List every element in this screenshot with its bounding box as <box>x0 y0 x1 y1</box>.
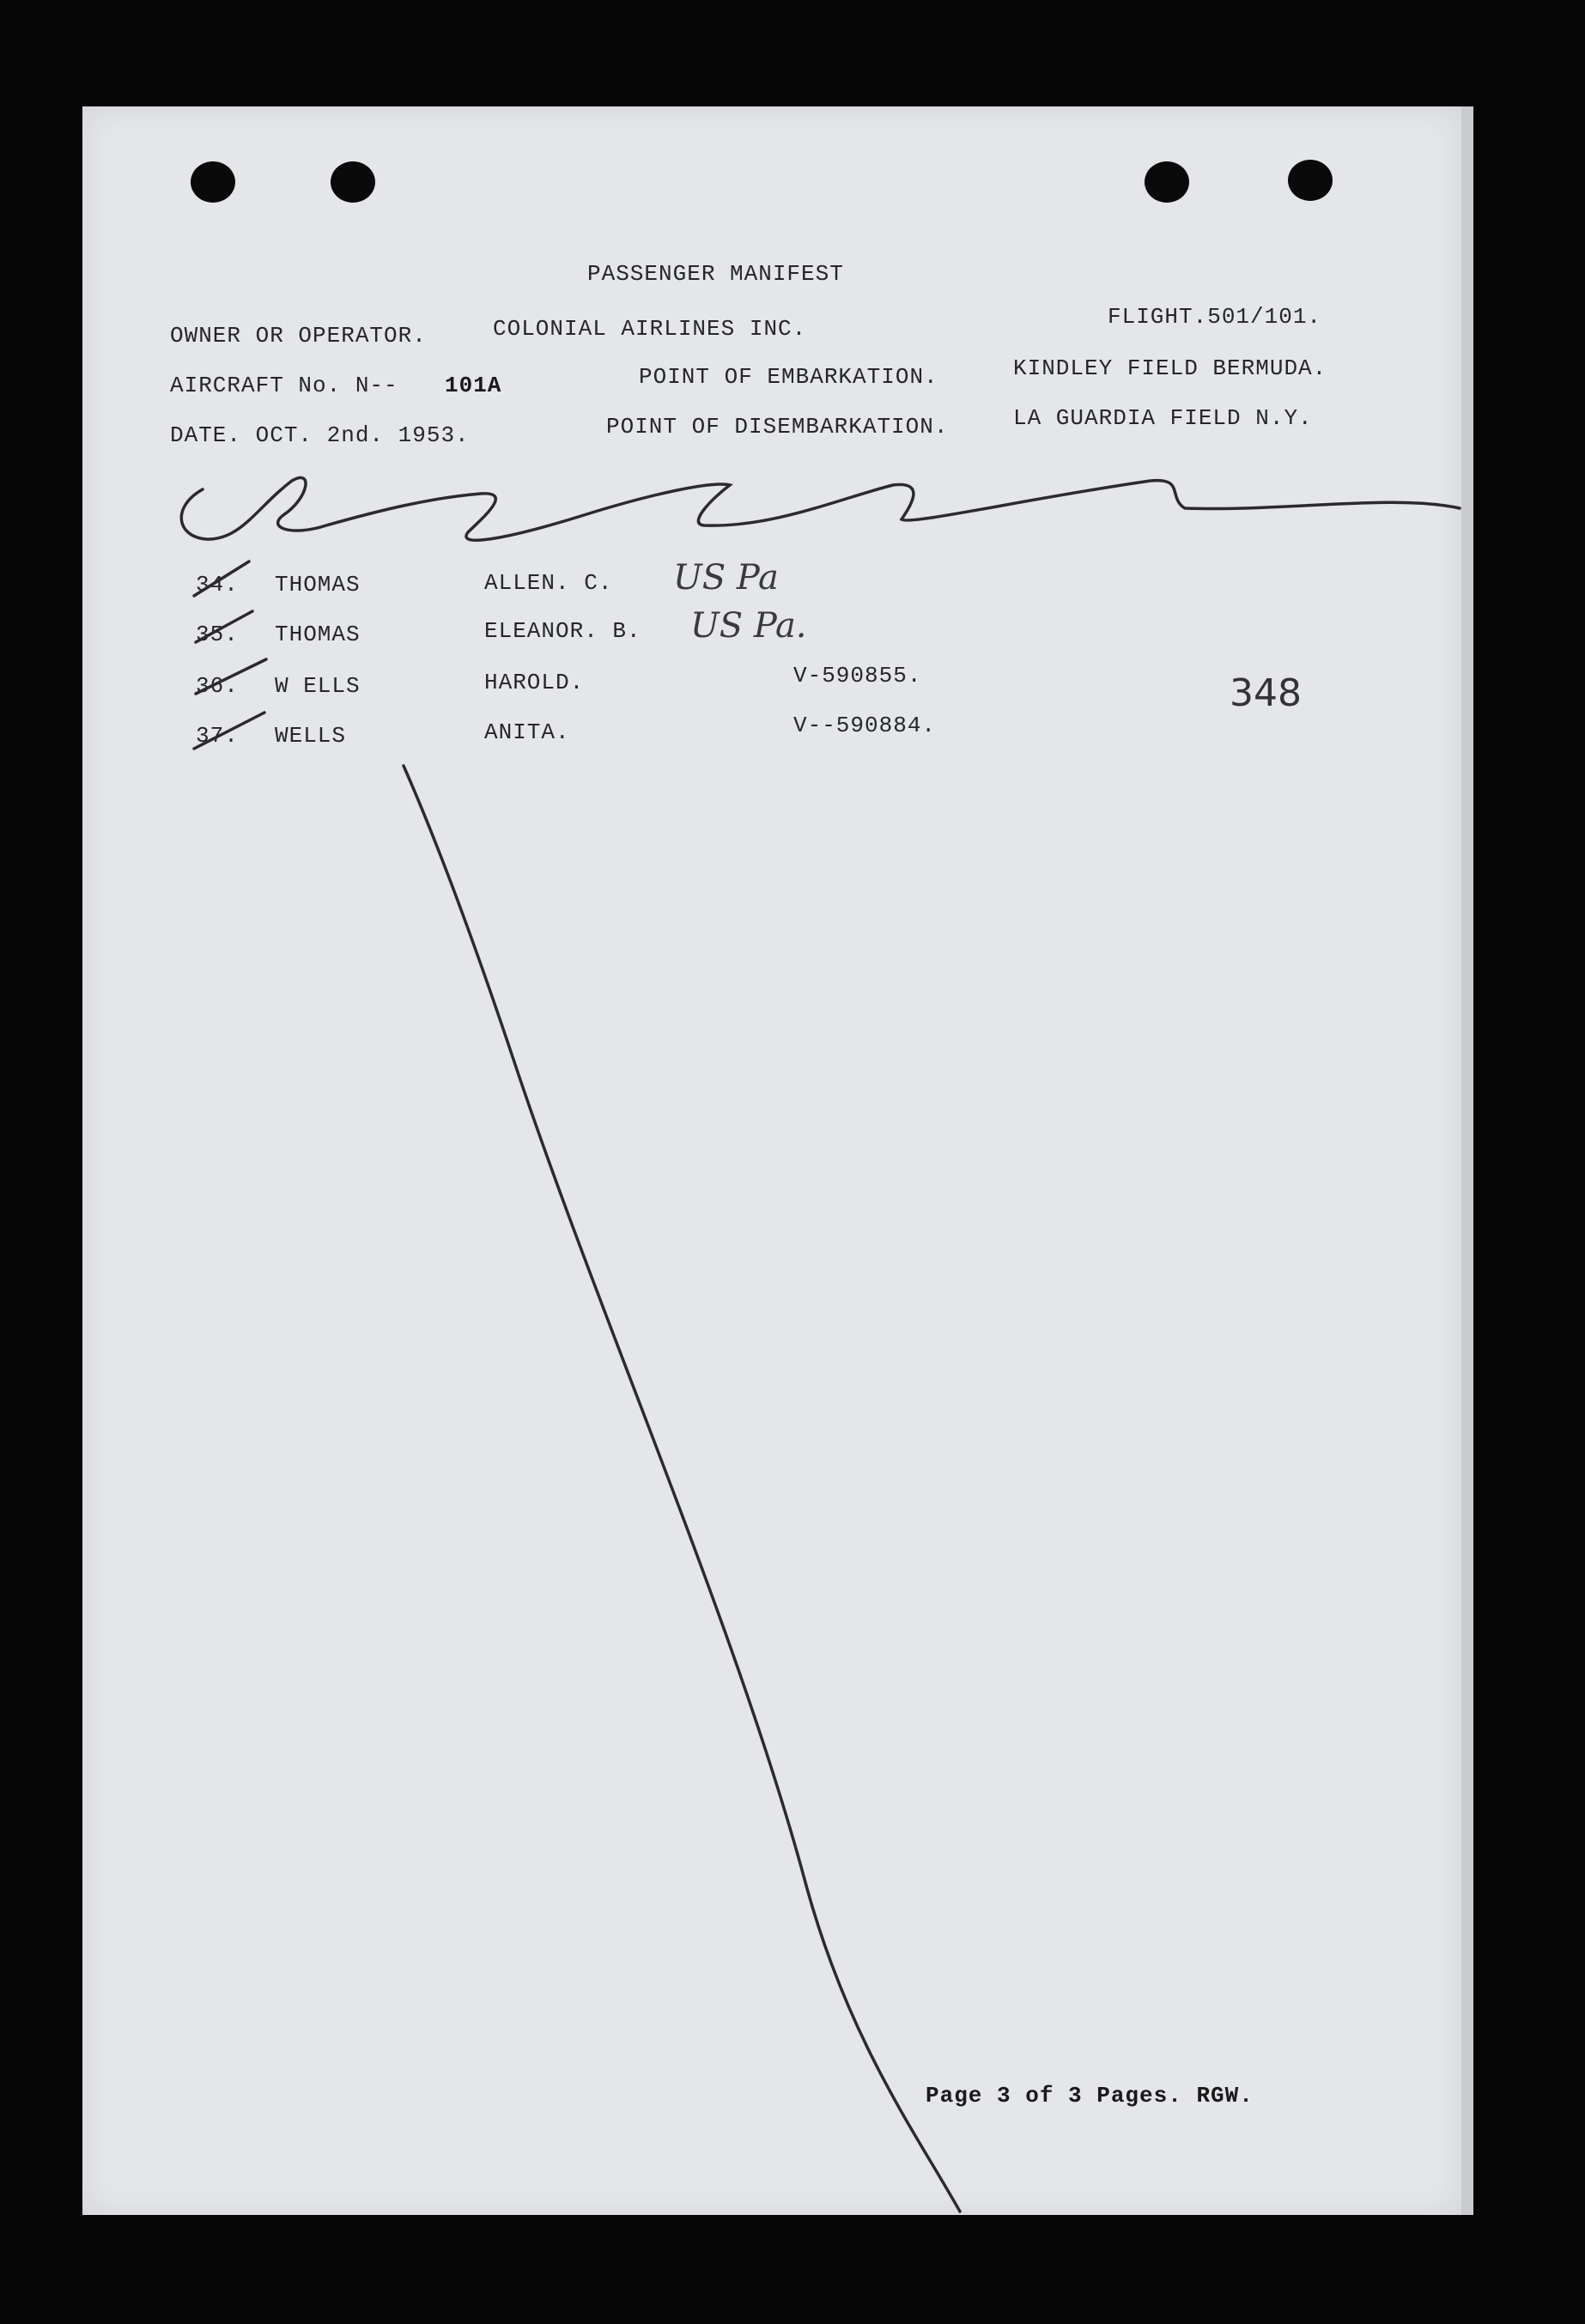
passenger-number: 34. <box>196 572 239 598</box>
passenger-given-name: ELEANOR. B. <box>484 618 641 644</box>
manifest-title: PASSENGER MANIFEST <box>587 261 844 287</box>
aircraft-label: AIRCRAFT No. N-- <box>170 373 398 398</box>
owner-value: COLONIAL AIRLINES INC. <box>493 316 807 342</box>
passenger-document: V-590855. <box>793 663 922 689</box>
passenger-surname: WELLS <box>275 723 347 749</box>
number-check-mark <box>194 561 249 596</box>
handwritten-note: US Pa <box>673 558 779 598</box>
embarkation-value: KINDLEY FIELD BERMUDA. <box>1013 355 1327 381</box>
number-check-mark <box>196 611 252 642</box>
passenger-given-name: HAROLD. <box>484 670 585 695</box>
flight-number: FLIGHT.501/101. <box>1108 304 1322 330</box>
disembarkation-label: POINT OF DISEMBARKATION. <box>606 414 949 440</box>
handwritten-note: US Pa. <box>690 606 807 646</box>
passenger-document: V--590884. <box>793 713 937 738</box>
manifest-date: DATE. OCT. 2nd. 1953. <box>170 422 470 448</box>
strikeout-scribble <box>181 477 1460 540</box>
page-footer: Page 3 of 3 Pages. RGW. <box>926 2083 1254 2109</box>
passenger-number: 37. <box>196 723 239 749</box>
stamped-page-number: 348 <box>1230 671 1302 715</box>
passenger-given-name: ANITA. <box>484 719 570 745</box>
passenger-surname: W ELLS <box>275 673 361 699</box>
passenger-number: 36. <box>196 673 239 699</box>
passenger-surname: THOMAS <box>275 572 361 598</box>
number-check-mark <box>194 713 264 749</box>
embarkation-label: POINT OF EMBARKATION. <box>639 364 938 390</box>
passenger-surname: THOMAS <box>275 622 361 647</box>
number-check-mark <box>196 659 266 694</box>
passenger-number: 35. <box>196 622 239 647</box>
owner-label: OWNER OR OPERATOR. <box>170 323 427 349</box>
passenger-given-name: ALLEN. C. <box>484 570 613 596</box>
aircraft-number: 101A <box>445 373 502 398</box>
diagonal-pen-line <box>404 766 960 2212</box>
disembarkation-value: LA GUARDIA FIELD N.Y. <box>1013 405 1313 431</box>
